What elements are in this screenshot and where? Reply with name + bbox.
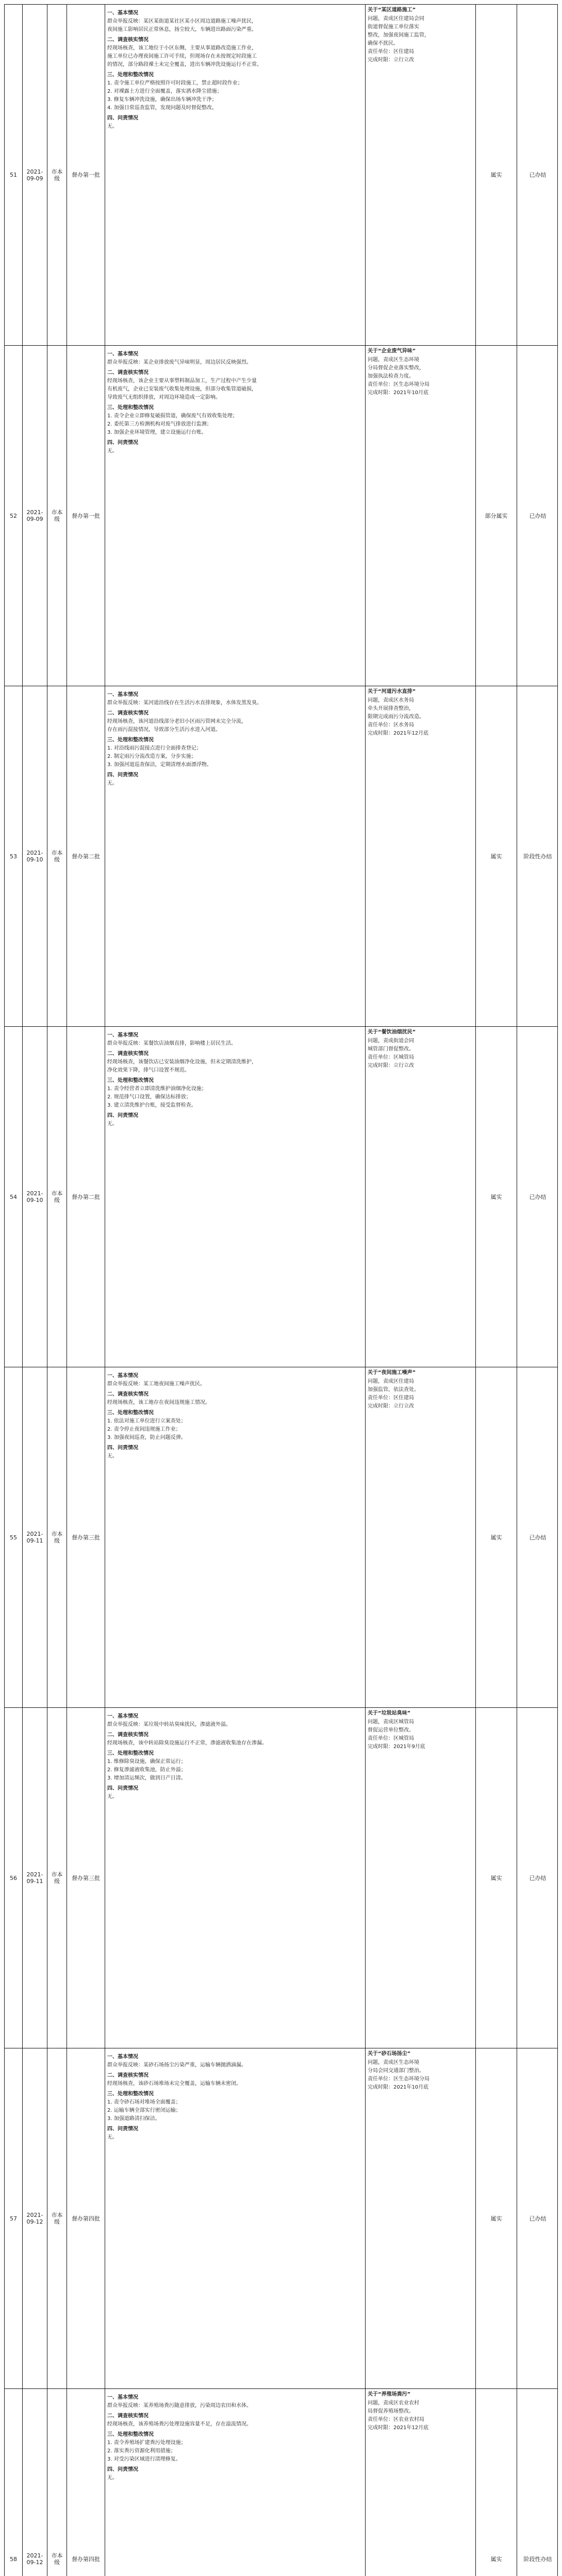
row-date-text: 2021-09-09	[26, 168, 43, 182]
row-detail	[105, 1367, 366, 1707]
row-detail	[105, 686, 366, 1026]
row-item	[67, 2048, 105, 2388]
detail-line: 二、调查核实情况	[107, 1051, 148, 1057]
measure-line: 关于“河道污水直排”	[368, 689, 416, 694]
row-index-text: 53	[10, 853, 17, 860]
detail-line: 2. 落实粪污资源化利用措施；	[107, 2448, 176, 2454]
row-status	[517, 2389, 558, 2576]
detail-line: 二、调查核实情况	[107, 2413, 148, 2419]
measure-line: 整改，加强夜间施工监管，	[368, 32, 429, 38]
detail-line: 群众举报反映：某河道沿线存在生活污水直排现象，水体发黑发臭。	[107, 700, 262, 706]
row-status-text: 已办结	[529, 2215, 547, 2222]
row-verdict-text: 部分属实	[485, 512, 508, 519]
detail-line: 净化效果下降，排气口设置不规范。	[107, 1067, 190, 1073]
row-region	[47, 686, 67, 1026]
row-index	[5, 1367, 23, 1707]
measure-line: 完成时限：立行立改	[368, 1403, 414, 1409]
row-verdict-text: 属实	[490, 1193, 502, 1200]
row-measures	[366, 5, 476, 345]
detail-line: 一、基本情况	[107, 1032, 138, 1038]
detail-line: 三、处理和整改情况	[107, 1410, 154, 1416]
row-date-text: 2021-09-09	[26, 509, 43, 522]
row-date-text: 2021-09-11	[26, 1871, 43, 1885]
measure-line: 问题，责成区生态环境	[368, 357, 419, 363]
row-detail	[105, 1708, 366, 2048]
detail-line: 1. 责令企业立即修复破损管道，确保废气有效收集处理；	[107, 413, 238, 419]
detail-line: 夜间施工影响居民正常休息，扬尘较大，车辆进出路面污染严重。	[107, 27, 257, 32]
measure-line: 限期完成雨污分流改造。	[368, 714, 424, 720]
detail-line: 经现场核查，该河道沿线部分老旧小区雨污管网未完全分流，	[107, 719, 246, 724]
measure-line: 关于“垃圾站臭味”	[368, 1710, 411, 1716]
row-detail	[105, 5, 366, 345]
detail-line: 有机废气，企业已安装废气收集处理设施，但部分收集管道破损，	[107, 386, 257, 392]
row-status	[517, 346, 558, 686]
row-item	[67, 1367, 105, 1707]
row-item	[67, 346, 105, 686]
detail-line: 二、调查核实情况	[107, 2073, 148, 2078]
row-region-text: 市本级	[51, 168, 63, 182]
detail-line: 群众举报反映：某养殖场粪污随意排放，污染周边农田和水体。	[107, 2403, 252, 2409]
measure-line: 问题，责成街道会同	[368, 1038, 414, 1044]
detail-line: 三、处理和整改情况	[107, 1751, 154, 1756]
detail-line: 群众举报反映：某砂石场扬尘污染严重，运输车辆抛洒滴漏。	[107, 2062, 246, 2068]
measure-line: 责任单位：区农业农村局	[368, 2417, 424, 2422]
measure-line: 问题，责成区农业农村	[368, 2400, 419, 2406]
detail-line: 1. 维修除臭设施，确保正常运行；	[107, 1759, 186, 1765]
row-date	[23, 1708, 47, 2048]
row-date	[23, 5, 47, 345]
row-status	[517, 1027, 558, 1367]
measure-line: 局督促养殖场整改。	[368, 2409, 414, 2414]
detail-line: 一、基本情况	[107, 2395, 138, 2400]
detail-line: 1. 对沿线雨污混接点进行全面排查登记；	[107, 745, 202, 751]
row-index-text: 52	[10, 512, 17, 519]
row-verdict	[476, 1027, 517, 1367]
row-status-text: 已办结	[529, 1534, 547, 1541]
detail-line: 二、调查核实情况	[107, 710, 148, 716]
row-status	[517, 1708, 558, 2048]
detail-line: 1. 责令施工单位严格按照许可时段施工，禁止超时段作业；	[107, 80, 243, 86]
row-region-text: 市本级	[51, 2212, 63, 2225]
detail-line: 四、问责情况	[107, 2126, 138, 2132]
detail-line: 导致废气无组织排放，对周边环境造成一定影响。	[107, 395, 221, 400]
row-region-text: 市本级	[51, 1190, 63, 1204]
detail-line: 4. 加强日常巡查监管，发现问题及时督促整改。	[107, 105, 217, 111]
row-item	[67, 686, 105, 1026]
row-item-text: 督办第二批	[72, 1193, 100, 1200]
detail-line: 群众举报反映：某区某街道某社区某小区周边道路施工噪声扰民，	[107, 19, 257, 24]
detail-line: 经现场核查，该养殖场粪污处理设施容量不足，存在溢流情况。	[107, 2421, 252, 2427]
row-status	[517, 686, 558, 1026]
row-status-text: 已办结	[529, 1193, 547, 1200]
row-verdict-text: 属实	[490, 172, 502, 178]
detail-line: 一、基本情况	[107, 1373, 138, 1379]
row-verdict	[476, 2048, 517, 2388]
row-region-text: 市本级	[51, 1531, 63, 1544]
row-date-text: 2021-09-11	[26, 1531, 43, 1544]
row-item-text: 督办第一批	[72, 172, 100, 178]
measure-line: 关于“养殖场粪污”	[368, 2392, 411, 2397]
detail-line: 二、调查核实情况	[107, 370, 148, 376]
row-status-text: 阶段性办结	[523, 2555, 552, 2563]
measure-line: 问题，责成区城管局	[368, 1719, 414, 1725]
measure-line: 问题，责成区水务局	[368, 698, 414, 703]
row-index	[5, 5, 23, 345]
detail-line: 一、基本情况	[107, 692, 138, 698]
measure-line: 街道督促施工单位落实	[368, 24, 419, 30]
detail-line: 四、问责情况	[107, 1786, 138, 1791]
detail-line: 施工单位已办理夜间施工许可手续，但现场存在未按规定时段施工	[107, 54, 257, 59]
row-region	[47, 1027, 67, 1367]
measure-line: 督促运营单位整改。	[368, 1727, 414, 1733]
detail-line: 经现场核查，该工地位于小区东侧，主要从事道路改造施工作业，	[107, 45, 257, 51]
row-measures	[366, 1708, 476, 2048]
row-detail	[105, 2389, 366, 2576]
row-date-text: 2021-09-10	[26, 1190, 43, 1204]
measure-line: 牵头开展排查整治，	[368, 706, 414, 711]
table-row	[5, 1367, 557, 1707]
row-index-text: 54	[10, 1193, 17, 1200]
detail-line: 2. 修复渗滤液收集池，防止外溢；	[107, 1767, 186, 1773]
row-index-text: 51	[10, 172, 17, 178]
measure-line: 城管部门督促整改。	[368, 1046, 414, 1052]
row-status-text: 阶段性办结	[523, 853, 552, 860]
row-region-text: 市本级	[51, 1871, 63, 1885]
row-date-text: 2021-09-12	[26, 2552, 43, 2566]
detail-line: 二、调查核实情况	[107, 1732, 148, 1738]
measure-line: 完成时限：2021年12月底	[368, 2425, 429, 2431]
measure-line: 责任单位：区生态环境分局	[368, 2076, 429, 2082]
table-row	[5, 1026, 557, 1367]
detail-line: 四、问责情况	[107, 115, 138, 121]
detail-line: 一、基本情况	[107, 2054, 138, 2060]
detail-line: 三、处理和整改情况	[107, 2091, 154, 2097]
detail-line: 的情况，部分路段裸土未完全覆盖，进出车辆冲洗设施运行不正常。	[107, 62, 262, 67]
row-measures	[366, 2389, 476, 2576]
row-date-text: 2021-09-12	[26, 2212, 43, 2225]
detail-line: 2. 规范排气口设置，确保达标排放；	[107, 1094, 191, 1100]
detail-line: 1. 责令养殖场扩建粪污处理设施；	[107, 2440, 186, 2446]
detail-line: 3. 加强企业环境管理，建立设施运行台账。	[107, 430, 207, 435]
measure-line: 完成时限：立行立改	[368, 57, 414, 63]
row-item-text: 督办第二批	[72, 853, 100, 860]
table-row	[5, 2388, 557, 2576]
measure-line: 完成时限：2021年10月底	[368, 390, 429, 396]
row-status	[517, 2048, 558, 2388]
measure-line: 责任单位：区城管局	[368, 1055, 414, 1060]
table-row	[5, 2048, 557, 2388]
detail-line: 3. 加强道路清扫保洁。	[107, 2116, 160, 2122]
row-item	[67, 1708, 105, 2048]
detail-line: 群众举报反映：某垃圾中转站臭味扰民，渗滤液外溢。	[107, 1722, 231, 1727]
row-index-text: 58	[10, 2555, 17, 2563]
row-item-text: 督办第四批	[72, 2215, 100, 2222]
measure-line: 关于“砂石场扬尘”	[368, 2051, 411, 2057]
row-date	[23, 2048, 47, 2388]
row-measures	[366, 2048, 476, 2388]
measure-line: 分局督促企业落实整改，	[368, 365, 424, 371]
measure-line: 责任单位：区住建局	[368, 49, 414, 55]
detail-line: 2. 委托第三方检测机构对废气排放进行监测；	[107, 421, 212, 427]
detail-line: 存在雨污混接情况，导致部分生活污水进入河道。	[107, 727, 221, 733]
row-index	[5, 1708, 23, 2048]
row-date	[23, 2389, 47, 2576]
measure-line: 加强监管，依法查处。	[368, 1387, 419, 1393]
detail-line: 3. 修复车辆冲洗设施，确保出场车辆冲洗干净；	[107, 97, 217, 103]
detail-line: 群众举报反映：某工地夜间施工噪声扰民。	[107, 1381, 205, 1387]
row-verdict-text: 属实	[490, 853, 502, 860]
measure-line: 问题，责成区住建局会同	[368, 16, 424, 22]
detail-line: 经现场核查，该企业主要从事塑料制品加工，生产过程中产生少量	[107, 378, 257, 384]
measure-line: 分局会同交通部门整治。	[368, 2068, 424, 2074]
detail-line: 二、调查核实情况	[107, 37, 148, 43]
detail-line: 2. 对裸露土方进行全面覆盖，落实洒水降尘措施；	[107, 89, 222, 94]
row-date	[23, 1027, 47, 1367]
row-item	[67, 1027, 105, 1367]
row-measures	[366, 686, 476, 1026]
detail-line: 群众举报反映：某企业排放废气异味明显，周边居民反映强烈。	[107, 360, 252, 365]
measure-line: 关于“某区道路施工”	[368, 7, 416, 13]
detail-line: 2. 制定雨污分流改造方案，分步实施；	[107, 754, 196, 759]
detail-line: 1. 依法对施工单位进行立案查处；	[107, 1418, 186, 1424]
row-status-text: 已办结	[529, 512, 547, 519]
row-region	[47, 2389, 67, 2576]
row-index	[5, 2048, 23, 2388]
row-item-text: 督办第四批	[72, 2555, 100, 2563]
measure-line: 问题，责成区住建局	[368, 1379, 414, 1384]
measure-line: 关于“企业废气异味”	[368, 348, 416, 354]
detail-line: 3. 增加清运频次，做到日产日清。	[107, 1775, 186, 1781]
detail-line: 2. 运输车辆全部实行密闭运输；	[107, 2108, 181, 2113]
row-item	[67, 5, 105, 345]
detail-line: 经现场核查，该中转站除臭设施运行不正常，渗滤液收集池存在渗漏。	[107, 1740, 267, 1746]
row-status	[517, 1367, 558, 1707]
detail-line: 无。	[107, 2475, 118, 2481]
row-item-text: 督办第三批	[72, 1874, 100, 1882]
row-verdict-text: 属实	[490, 1534, 502, 1541]
detail-line: 无。	[107, 1453, 118, 1459]
detail-line: 无。	[107, 781, 118, 786]
row-index-text: 56	[10, 1874, 17, 1882]
detail-line: 一、基本情况	[107, 10, 138, 16]
row-date	[23, 346, 47, 686]
row-item	[67, 2389, 105, 2576]
detail-line: 三、处理和整改情况	[107, 737, 154, 743]
detail-line: 无。	[107, 2134, 118, 2140]
measure-line: 责任单位：区水务局	[368, 722, 414, 728]
row-verdict	[476, 2389, 517, 2576]
row-index	[5, 1027, 23, 1367]
row-status-text: 已办结	[529, 172, 547, 178]
detail-line: 1. 责令砂石场对堆场全面覆盖；	[107, 2099, 181, 2105]
row-date	[23, 1367, 47, 1707]
detail-line: 经现场核查，该工地存在夜间违规施工情况。	[107, 1400, 210, 1405]
detail-line: 1. 责令经营者立即清洗维护油烟净化设施；	[107, 1086, 207, 1092]
detail-line: 四、问责情况	[107, 1113, 138, 1118]
row-measures	[366, 1367, 476, 1707]
detail-line: 无。	[107, 1794, 118, 1800]
measure-line: 完成时限：2021年10月底	[368, 2084, 429, 2090]
measure-line: 确保不扰民。	[368, 41, 399, 46]
detail-line: 一、基本情况	[107, 351, 138, 357]
row-region	[47, 5, 67, 345]
detail-line: 三、处理和整改情况	[107, 72, 154, 78]
row-verdict	[476, 1708, 517, 2048]
detail-line: 无。	[107, 1121, 118, 1127]
measure-line: 完成时限：立行立改	[368, 1063, 414, 1069]
detail-line: 四、问责情况	[107, 1445, 138, 1451]
measure-line: 加强执法检查力度。	[368, 374, 414, 379]
measure-line: 问题，责成区生态环境	[368, 2060, 419, 2065]
row-index	[5, 686, 23, 1026]
detail-line: 3. 加强河道巡查保洁，定期清理水面漂浮物。	[107, 762, 212, 768]
row-measures	[366, 346, 476, 686]
row-detail	[105, 2048, 366, 2388]
row-region	[47, 2048, 67, 2388]
table-row	[5, 5, 557, 345]
detail-line: 三、处理和整改情况	[107, 1078, 154, 1083]
measure-line: 完成时限：2021年12月底	[368, 731, 429, 736]
row-item-text: 督办第一批	[72, 512, 100, 519]
row-verdict	[476, 5, 517, 345]
measure-line: 关于“餐饮油烟扰民”	[368, 1029, 416, 1035]
row-verdict-text: 属实	[490, 2215, 502, 2222]
table-row	[5, 686, 557, 1026]
detail-line: 经现场核查，该砂石场堆场未完全覆盖，运输车辆未密闭。	[107, 2081, 241, 2087]
measure-line: 责任单位：区城管局	[368, 1736, 414, 1741]
table-row	[5, 1707, 557, 2048]
detail-line: 无。	[107, 124, 118, 129]
detail-line: 三、处理和整改情况	[107, 405, 154, 411]
report-table	[4, 4, 558, 2576]
row-region-text: 市本级	[51, 850, 63, 863]
measure-line: 关于“夜间施工噪声”	[368, 1370, 416, 1376]
row-index	[5, 346, 23, 686]
row-verdict	[476, 1367, 517, 1707]
row-verdict-text: 属实	[490, 2555, 502, 2563]
detail-line: 一、基本情况	[107, 1714, 138, 1719]
row-detail	[105, 1027, 366, 1367]
measure-line: 完成时限：2021年9月底	[368, 1744, 425, 1750]
detail-line: 经现场核查，该餐饮店已安装油烟净化设施，但未定期清洗维护，	[107, 1059, 257, 1065]
detail-line: 四、问责情况	[107, 772, 138, 778]
row-date	[23, 686, 47, 1026]
detail-line: 3. 建立清洗维护台账，接受监督检查。	[107, 1103, 196, 1108]
detail-line: 无。	[107, 448, 118, 454]
row-date-text: 2021-09-10	[26, 850, 43, 863]
row-verdict	[476, 686, 517, 1026]
detail-line: 四、问责情况	[107, 2467, 138, 2472]
measure-line: 责任单位：区住建局	[368, 1395, 414, 1401]
measure-line: 责任单位：区生态环境分局	[368, 382, 429, 387]
detail-line: 群众举报反映：某餐饮店油烟直排，影响楼上居民生活。	[107, 1041, 236, 1046]
row-index-text: 55	[10, 1534, 17, 1541]
detail-line: 四、问责情况	[107, 440, 138, 446]
row-index-text: 57	[10, 2215, 17, 2222]
row-index	[5, 2389, 23, 2576]
row-status	[517, 5, 558, 345]
row-region	[47, 346, 67, 686]
detail-line: 2. 责令停止夜间违规施工作业；	[107, 1427, 181, 1432]
row-region	[47, 1708, 67, 2048]
detail-line: 3. 加强夜间巡查，防止问题反弹。	[107, 1435, 186, 1440]
row-region-text: 市本级	[51, 2552, 63, 2566]
detail-line: 二、调查核实情况	[107, 1392, 148, 1397]
row-measures	[366, 1027, 476, 1367]
row-status-text: 已办结	[529, 1874, 547, 1882]
table-row	[5, 345, 557, 686]
detail-line: 三、处理和整改情况	[107, 2432, 154, 2437]
detail-line: 3. 对受污染区域进行清理修复。	[107, 2456, 181, 2462]
row-verdict	[476, 346, 517, 686]
row-region-text: 市本级	[51, 509, 63, 522]
row-item-text: 督办第三批	[72, 1534, 100, 1541]
row-region	[47, 1367, 67, 1707]
row-verdict-text: 属实	[490, 1874, 502, 1882]
row-detail	[105, 346, 366, 686]
